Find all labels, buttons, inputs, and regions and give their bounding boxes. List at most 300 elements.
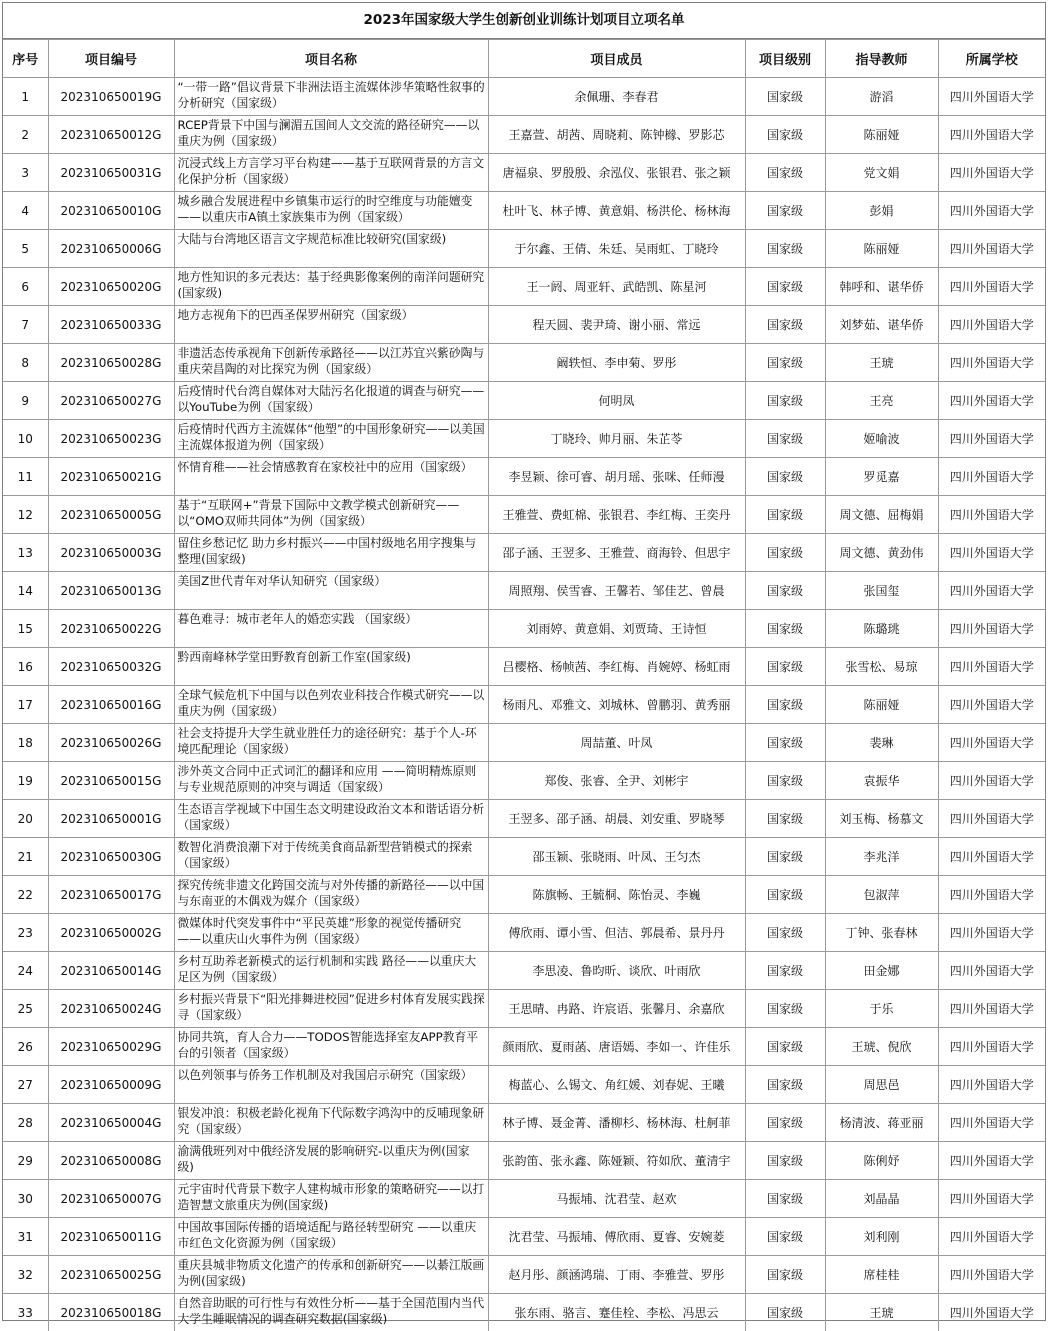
table-row xyxy=(3,990,1045,1028)
cell-school: 四川外国语大学 xyxy=(938,990,1045,1028)
cell-name xyxy=(174,1294,488,1331)
cell-seq: 25 xyxy=(3,990,48,1028)
cell-school: 四川外国语大学 xyxy=(938,458,1045,496)
project-name-text: 涉外英文合同中正式词汇的翻译和应用 ——简明精炼原则与专业规范原则的冲突与调适（国家级） xyxy=(178,762,486,799)
header-members: 项目成员 xyxy=(488,40,745,78)
project-name-text: 大陆与台湾地区语言文字规范标准比较研究(国家级) xyxy=(178,230,486,267)
project-name-text: 暮色难寻：城市老年人的婚恋实践 （国家级） xyxy=(178,610,486,647)
cell-name xyxy=(174,192,488,230)
cell-level: 国家级 xyxy=(745,1104,825,1142)
cell-name xyxy=(174,724,488,762)
cell-advisor: 王琥 xyxy=(825,344,938,382)
cell-seq: 13 xyxy=(3,534,48,572)
cell-members: 郑俊、张睿、全尹、刘彬宇 xyxy=(488,762,745,800)
cell-school: 四川外国语大学 xyxy=(938,1142,1045,1180)
cell-code: 202310650016G xyxy=(48,686,174,724)
cell-seq: 19 xyxy=(3,762,48,800)
cell-name xyxy=(174,458,488,496)
cell-advisor: 陈璐珧 xyxy=(825,610,938,648)
cell-seq: 24 xyxy=(3,952,48,990)
table-row xyxy=(3,914,1045,952)
header-code: 项目编号 xyxy=(48,40,174,78)
cell-seq: 8 xyxy=(3,344,48,382)
project-name-text: 美国Z世代青年对华认知研究（国家级） xyxy=(178,572,486,609)
table-row xyxy=(3,648,1045,686)
project-name-text: 沉浸式线上方言学习平台构建——基于互联网背景的方言文化保护分析（国家级） xyxy=(178,154,486,191)
cell-name xyxy=(174,914,488,952)
cell-code: 202310650002G xyxy=(48,914,174,952)
cell-school: 四川外国语大学 xyxy=(938,686,1045,724)
table-row xyxy=(3,306,1045,344)
cell-school: 四川外国语大学 xyxy=(938,762,1045,800)
cell-advisor: 王琥、倪欣 xyxy=(825,1028,938,1066)
project-name-text: 乡村互助养老新模式的运行机制和实践 路径——以重庆大足区为例（国家级） xyxy=(178,952,486,989)
project-name-text: 重庆县城非物质文化遗产的传承和创新研究——以綦江版画为例(国家级) xyxy=(178,1256,486,1293)
cell-advisor: 周文德、屈梅娟 xyxy=(825,496,938,534)
cell-name xyxy=(174,1218,488,1256)
table-row xyxy=(3,78,1045,116)
cell-members: 王雅萱、费虹棉、张银君、李红梅、王奕丹 xyxy=(488,496,745,534)
cell-level: 国家级 xyxy=(745,876,825,914)
cell-code: 202310650004G xyxy=(48,1104,174,1142)
cell-members: 杜叶飞、林子博、黄意娟、杨洪伦、杨林海 xyxy=(488,192,745,230)
cell-code: 202310650008G xyxy=(48,1142,174,1180)
project-name-text: 地方性知识的多元表达：基于经典影像案例的南洋问题研究 (国家级) xyxy=(178,268,486,305)
cell-school: 四川外国语大学 xyxy=(938,344,1045,382)
cell-name xyxy=(174,154,488,192)
cell-advisor: 田金娜 xyxy=(825,952,938,990)
table-row xyxy=(3,724,1045,762)
cell-code: 202310650017G xyxy=(48,876,174,914)
cell-seq: 10 xyxy=(3,420,48,458)
cell-name xyxy=(174,344,488,382)
cell-seq: 27 xyxy=(3,1066,48,1104)
cell-code: 202310650003G xyxy=(48,534,174,572)
header-row xyxy=(3,40,1045,78)
cell-school: 四川外国语大学 xyxy=(938,1256,1045,1294)
table-row xyxy=(3,838,1045,876)
cell-level: 国家级 xyxy=(745,154,825,192)
cell-code: 202310650025G xyxy=(48,1256,174,1294)
cell-advisor: 于乐 xyxy=(825,990,938,1028)
project-name-text: 数智化消费浪潮下对于传统美食商品新型营销模式的探索（国家级） xyxy=(178,838,486,875)
cell-name xyxy=(174,1142,488,1180)
table-row xyxy=(3,192,1045,230)
cell-name xyxy=(174,800,488,838)
cell-members: 丁晓玲、帅月丽、朱芷苓 xyxy=(488,420,745,458)
cell-advisor: 游滔 xyxy=(825,78,938,116)
table-row xyxy=(3,572,1045,610)
header-advisor: 指导教师 xyxy=(825,40,938,78)
cell-name xyxy=(174,306,488,344)
project-table xyxy=(3,39,1045,1331)
project-name-text: 渝满俄班列对中俄经济发展的影响研究-以重庆为例(国家级) xyxy=(178,1142,486,1179)
cell-members: 刘雨婷、黄意娟、刘贾琦、王诗恒 xyxy=(488,610,745,648)
project-name-text: 生态语言学视域下中国生态文明建设政治文本和谐话语分析（国家级） xyxy=(178,800,486,837)
cell-code: 202310650030G xyxy=(48,838,174,876)
cell-school: 四川外国语大学 xyxy=(938,876,1045,914)
table-row xyxy=(3,1294,1045,1331)
cell-level: 国家级 xyxy=(745,534,825,572)
cell-code: 202310650033G xyxy=(48,306,174,344)
cell-level: 国家级 xyxy=(745,914,825,952)
cell-members: 梅蓝心、么锡文、角红媛、刘春妮、王曦 xyxy=(488,1066,745,1104)
cell-name xyxy=(174,648,488,686)
cell-school: 四川外国语大学 xyxy=(938,496,1045,534)
cell-advisor: 王琥 xyxy=(825,1294,938,1331)
cell-level: 国家级 xyxy=(745,78,825,116)
cell-school: 四川外国语大学 xyxy=(938,1294,1045,1331)
project-name-text: 自然音助眠的可行性与有效性分析——基于全国范围内当代大学生睡眠情况的调查研究数据(国家级) xyxy=(178,1294,486,1331)
cell-level: 国家级 xyxy=(745,230,825,268)
cell-school: 四川外国语大学 xyxy=(938,800,1045,838)
table-row xyxy=(3,1218,1045,1256)
header-school: 所属学校 xyxy=(938,40,1045,78)
cell-code: 202310650031G xyxy=(48,154,174,192)
cell-school: 四川外国语大学 xyxy=(938,914,1045,952)
cell-level: 国家级 xyxy=(745,724,825,762)
cell-members: 王思晴、冉路、许宸语、张馨月、余嘉欣 xyxy=(488,990,745,1028)
cell-school: 四川外国语大学 xyxy=(938,1066,1045,1104)
cell-advisor: 席桂桂 xyxy=(825,1256,938,1294)
project-name-text: 黔西南峰林学堂田野教育创新工作室(国家级) xyxy=(178,648,486,685)
project-name-text: 社会支持提升大学生就业胜任力的途径研究：基于个人-环境匹配理论（国家级） xyxy=(178,724,486,761)
cell-school: 四川外国语大学 xyxy=(938,420,1045,458)
table-row xyxy=(3,534,1045,572)
cell-members: 唐福泉、罗殷殷、余泓仪、张银君、张之颖 xyxy=(488,154,745,192)
cell-seq: 2 xyxy=(3,116,48,154)
cell-code: 202310650007G xyxy=(48,1180,174,1218)
cell-name xyxy=(174,382,488,420)
cell-level: 国家级 xyxy=(745,1256,825,1294)
cell-level: 国家级 xyxy=(745,268,825,306)
cell-code: 202310650009G xyxy=(48,1066,174,1104)
cell-advisor: 刘利刚 xyxy=(825,1218,938,1256)
cell-members: 王嘉萱、胡茜、周晓莉、陈钟橼、罗影芯 xyxy=(488,116,745,154)
cell-level: 国家级 xyxy=(745,990,825,1028)
cell-advisor: 袁振华 xyxy=(825,762,938,800)
cell-school: 四川外国语大学 xyxy=(938,268,1045,306)
spreadsheet-sheet xyxy=(2,2,1046,1321)
table-row xyxy=(3,382,1045,420)
table-row xyxy=(3,952,1045,990)
cell-level: 国家级 xyxy=(745,838,825,876)
cell-level: 国家级 xyxy=(745,648,825,686)
cell-advisor: 刘玉梅、杨慕文 xyxy=(825,800,938,838)
cell-name xyxy=(174,686,488,724)
cell-level: 国家级 xyxy=(745,686,825,724)
cell-code: 202310650022G xyxy=(48,610,174,648)
cell-level: 国家级 xyxy=(745,572,825,610)
cell-members: 李昱颖、徐可睿、胡月瑶、张咪、任师漫 xyxy=(488,458,745,496)
cell-advisor: 李兆洋 xyxy=(825,838,938,876)
cell-school: 四川外国语大学 xyxy=(938,534,1045,572)
cell-advisor: 陈俐妤 xyxy=(825,1142,938,1180)
table-row xyxy=(3,496,1045,534)
cell-seq: 15 xyxy=(3,610,48,648)
cell-members: 傅欣雨、谭小雪、但洁、郭晨希、景丹丹 xyxy=(488,914,745,952)
table-row xyxy=(3,1180,1045,1218)
cell-name xyxy=(174,990,488,1028)
cell-members: 邵子涵、王翌多、王雅萱、商海铃、但思宇 xyxy=(488,534,745,572)
project-name-text: 微媒体时代突发事件中“平民英雄”形象的视觉传播研究 ——以重庆山火事件为例（国家级） xyxy=(178,914,486,951)
cell-school: 四川外国语大学 xyxy=(938,724,1045,762)
cell-school: 四川外国语大学 xyxy=(938,192,1045,230)
cell-level: 国家级 xyxy=(745,800,825,838)
cell-advisor: 陈丽娅 xyxy=(825,230,938,268)
project-name-text: 后疫情时代西方主流媒体“他塑”的中国形象研究——以美国主流媒体报道为例（国家级） xyxy=(178,420,486,457)
table-row xyxy=(3,686,1045,724)
header-name: 项目名称 xyxy=(174,40,488,78)
cell-school: 四川外国语大学 xyxy=(938,572,1045,610)
cell-code: 202310650028G xyxy=(48,344,174,382)
cell-members: 阚轶恒、李申菊、罗彤 xyxy=(488,344,745,382)
cell-name xyxy=(174,572,488,610)
cell-members: 颜雨欣、夏雨菡、唐语嫣、李如一、许佳乐 xyxy=(488,1028,745,1066)
cell-advisor: 张国玺 xyxy=(825,572,938,610)
cell-seq: 5 xyxy=(3,230,48,268)
cell-seq: 30 xyxy=(3,1180,48,1218)
cell-level: 国家级 xyxy=(745,1028,825,1066)
table-row xyxy=(3,420,1045,458)
project-name-text: 城乡融合发展进程中乡镇集市运行的时空维度与功能嬗变——以重庆市A镇土家族集市为例（国家级） xyxy=(178,192,486,229)
cell-seq: 21 xyxy=(3,838,48,876)
cell-members: 邵玉颖、张晓雨、叶凤、王匀杰 xyxy=(488,838,745,876)
cell-name xyxy=(174,838,488,876)
cell-code: 202310650006G xyxy=(48,230,174,268)
cell-advisor: 周思邑 xyxy=(825,1066,938,1104)
cell-members: 程天圆、裴尹琦、谢小丽、常远 xyxy=(488,306,745,344)
cell-level: 国家级 xyxy=(745,496,825,534)
table-row xyxy=(3,1104,1045,1142)
cell-members: 王翌多、邵子涵、胡晨、刘安重、罗晓琴 xyxy=(488,800,745,838)
cell-school: 四川外国语大学 xyxy=(938,154,1045,192)
cell-members: 张东雨、骆言、蹇佳栓、李松、冯思云 xyxy=(488,1294,745,1331)
cell-level: 国家级 xyxy=(745,382,825,420)
table-row xyxy=(3,154,1045,192)
cell-advisor: 党文娟 xyxy=(825,154,938,192)
cell-members: 周照翔、侯雪睿、王馨若、邹佳艺、曾晨 xyxy=(488,572,745,610)
table-row xyxy=(3,876,1045,914)
table-row xyxy=(3,116,1045,154)
cell-school: 四川外国语大学 xyxy=(938,230,1045,268)
cell-seq: 16 xyxy=(3,648,48,686)
project-name-text: 地方志视角下的巴西圣保罗州研究（国家级） xyxy=(178,306,486,343)
table-row xyxy=(3,268,1045,306)
cell-seq: 6 xyxy=(3,268,48,306)
cell-level: 国家级 xyxy=(745,192,825,230)
table-row xyxy=(3,800,1045,838)
cell-code: 202310650014G xyxy=(48,952,174,990)
cell-advisor: 陈丽娅 xyxy=(825,686,938,724)
project-name-text: 基于“互联网+”背景下国际中文教学模式创新研究——以“OMO双师共同体”为例（国家级） xyxy=(178,496,486,533)
table-row xyxy=(3,762,1045,800)
cell-school: 四川外国语大学 xyxy=(938,1218,1045,1256)
table-row xyxy=(3,1028,1045,1066)
cell-advisor: 丁钟、张春林 xyxy=(825,914,938,952)
project-name-text: 以色列领事与侨务工作机制及对我国启示研究（国家级） xyxy=(178,1066,486,1103)
project-name-text: 后疫情时代台湾自媒体对大陆污名化报道的调查与研究——以YouTube为例（国家级） xyxy=(178,382,486,419)
project-name-text: 全球气候危机下中国与以色列农业科技合作模式研究——以重庆为例（国家级） xyxy=(178,686,486,723)
header-level: 项目级别 xyxy=(745,40,825,78)
cell-members: 周喆董、叶凤 xyxy=(488,724,745,762)
cell-level: 国家级 xyxy=(745,952,825,990)
cell-seq: 3 xyxy=(3,154,48,192)
cell-name xyxy=(174,876,488,914)
cell-seq: 18 xyxy=(3,724,48,762)
cell-seq: 12 xyxy=(3,496,48,534)
cell-seq: 28 xyxy=(3,1104,48,1142)
cell-code: 202310650001G xyxy=(48,800,174,838)
project-name-text: 协同共筑，育人合力——TODOS智能选择室友APP教育平台的引领者（国家级） xyxy=(178,1028,486,1065)
project-name-text: 元宇宙时代背景下数字人建构城市形象的策略研究——以打造智慧文旅重庆为例(国家级) xyxy=(178,1180,486,1217)
cell-members: 杨雨凡、邓雅文、刘城林、曾鹏羽、黄秀丽 xyxy=(488,686,745,724)
cell-code: 202310650012G xyxy=(48,116,174,154)
cell-code: 202310650011G xyxy=(48,1218,174,1256)
cell-seq: 29 xyxy=(3,1142,48,1180)
cell-seq: 4 xyxy=(3,192,48,230)
table-row xyxy=(3,230,1045,268)
cell-level: 国家级 xyxy=(745,1218,825,1256)
table-row xyxy=(3,344,1045,382)
cell-advisor: 姬喻波 xyxy=(825,420,938,458)
cell-code: 202310650021G xyxy=(48,458,174,496)
cell-advisor: 包淑萍 xyxy=(825,876,938,914)
cell-name xyxy=(174,610,488,648)
cell-seq: 1 xyxy=(3,78,48,116)
cell-name xyxy=(174,762,488,800)
cell-advisor: 杨清波、蒋亚丽 xyxy=(825,1104,938,1142)
cell-members: 林子博、聂金菁、潘柳杉、杨林海、杜舸菲 xyxy=(488,1104,745,1142)
cell-members: 赵月彤、颜涵鸿瑞、丁雨、李雅萱、罗彤 xyxy=(488,1256,745,1294)
cell-code: 202310650020G xyxy=(48,268,174,306)
cell-name xyxy=(174,1180,488,1218)
cell-level: 国家级 xyxy=(745,762,825,800)
cell-seq: 9 xyxy=(3,382,48,420)
header-seq: 序号 xyxy=(3,40,48,78)
cell-name xyxy=(174,116,488,154)
cell-advisor: 彭娟 xyxy=(825,192,938,230)
cell-seq: 23 xyxy=(3,914,48,952)
cell-name xyxy=(174,1066,488,1104)
cell-school: 四川外国语大学 xyxy=(938,382,1045,420)
cell-school: 四川外国语大学 xyxy=(938,1028,1045,1066)
cell-school: 四川外国语大学 xyxy=(938,1180,1045,1218)
cell-name xyxy=(174,230,488,268)
cell-level: 国家级 xyxy=(745,1142,825,1180)
cell-level: 国家级 xyxy=(745,458,825,496)
cell-name xyxy=(174,78,488,116)
cell-code: 202310650026G xyxy=(48,724,174,762)
cell-name xyxy=(174,534,488,572)
table-row xyxy=(3,610,1045,648)
table-row xyxy=(3,1256,1045,1294)
project-name-text: 留住乡愁记忆 助力乡村振兴——中国村级地名用字搜集与整理(国家级) xyxy=(178,534,486,571)
cell-school: 四川外国语大学 xyxy=(938,838,1045,876)
cell-level: 国家级 xyxy=(745,420,825,458)
cell-code: 202310650024G xyxy=(48,990,174,1028)
cell-seq: 20 xyxy=(3,800,48,838)
cell-members: 张韵笛、张永鑫、陈娅颖、符如欣、董清宇 xyxy=(488,1142,745,1180)
cell-advisor: 刘晶晶 xyxy=(825,1180,938,1218)
cell-members: 王一阏、周亚轩、武皓凯、陈星河 xyxy=(488,268,745,306)
cell-code: 202310650032G xyxy=(48,648,174,686)
cell-members: 李思凌、鲁昀昕、谈欣、叶雨欣 xyxy=(488,952,745,990)
cell-code: 202310650018G xyxy=(48,1294,174,1331)
cell-seq: 32 xyxy=(3,1256,48,1294)
project-name-text: 探究传统非遗文化跨国交流与对外传播的新路径——以中国与东南亚的木偶戏为媒介（国家级） xyxy=(178,876,486,913)
cell-name xyxy=(174,1104,488,1142)
cell-school: 四川外国语大学 xyxy=(938,1104,1045,1142)
cell-name xyxy=(174,952,488,990)
cell-seq: 31 xyxy=(3,1218,48,1256)
table-body xyxy=(3,78,1045,1331)
cell-code: 202310650023G xyxy=(48,420,174,458)
cell-seq: 17 xyxy=(3,686,48,724)
cell-code: 202310650019G xyxy=(48,78,174,116)
cell-school: 四川外国语大学 xyxy=(938,116,1045,154)
project-name-text: 银发冲浪：积极老龄化视角下代际数字鸿沟中的反哺现象研究（国家级） xyxy=(178,1104,486,1141)
project-name-text: RCEP背景下中国与澜湄五国间人文交流的路径研究——以重庆为例（国家级） xyxy=(178,116,486,153)
cell-members: 于尔鑫、王倩、朱廷、吴雨虹、丁晓玲 xyxy=(488,230,745,268)
cell-members: 马振埔、沈君莹、赵欢 xyxy=(488,1180,745,1218)
cell-members: 沈君莹、马振埔、傅欣雨、夏睿、安婉菱 xyxy=(488,1218,745,1256)
cell-name xyxy=(174,1028,488,1066)
cell-code: 202310650015G xyxy=(48,762,174,800)
cell-advisor: 刘梦茹、谌华侨 xyxy=(825,306,938,344)
cell-advisor: 陈丽娅 xyxy=(825,116,938,154)
cell-advisor: 周文德、黄劲伟 xyxy=(825,534,938,572)
cell-members: 余佩珊、李春君 xyxy=(488,78,745,116)
cell-code: 202310650027G xyxy=(48,382,174,420)
cell-code: 202310650005G xyxy=(48,496,174,534)
cell-level: 国家级 xyxy=(745,344,825,382)
cell-school: 四川外国语大学 xyxy=(938,306,1045,344)
cell-advisor: 张雪松、易琼 xyxy=(825,648,938,686)
cell-seq: 14 xyxy=(3,572,48,610)
cell-members: 陈旗畅、王毓桐、陈怡灵、李巍 xyxy=(488,876,745,914)
cell-name xyxy=(174,268,488,306)
table-row xyxy=(3,1066,1045,1104)
project-name-text: 乡村振兴背景下“阳光排舞进校园”促进乡村体育发展实践探寻（国家级） xyxy=(178,990,486,1027)
cell-seq: 26 xyxy=(3,1028,48,1066)
table-row xyxy=(3,458,1045,496)
cell-level: 国家级 xyxy=(745,306,825,344)
cell-level: 国家级 xyxy=(745,1066,825,1104)
cell-level: 国家级 xyxy=(745,610,825,648)
cell-name xyxy=(174,1256,488,1294)
cell-school: 四川外国语大学 xyxy=(938,952,1045,990)
cell-name xyxy=(174,420,488,458)
cell-members: 何明凤 xyxy=(488,382,745,420)
cell-code: 202310650010G xyxy=(48,192,174,230)
cell-level: 国家级 xyxy=(745,116,825,154)
project-name-text: 怀情育稚——社会情感教育在家校社中的应用（国家级） xyxy=(178,458,486,495)
cell-advisor: 罗觅嘉 xyxy=(825,458,938,496)
cell-advisor: 裴琳 xyxy=(825,724,938,762)
cell-seq: 11 xyxy=(3,458,48,496)
cell-name xyxy=(174,496,488,534)
cell-school: 四川外国语大学 xyxy=(938,78,1045,116)
cell-seq: 33 xyxy=(3,1294,48,1331)
cell-advisor: 王亮 xyxy=(825,382,938,420)
cell-school: 四川外国语大学 xyxy=(938,648,1045,686)
project-name-text: 非遗活态传承视角下创新传承路径——以江苏宜兴紫砂陶与重庆荣昌陶的对比探究为例（国家级） xyxy=(178,344,486,381)
project-name-text: “一带一路”倡议背景下非洲法语主流媒体涉华策略性叙事的分析研究（国家级） xyxy=(178,78,486,115)
cell-seq: 22 xyxy=(3,876,48,914)
table-title: 2023年国家级大学生创新创业训练计划项目立项名单 xyxy=(3,3,1045,39)
cell-code: 202310650013G xyxy=(48,572,174,610)
